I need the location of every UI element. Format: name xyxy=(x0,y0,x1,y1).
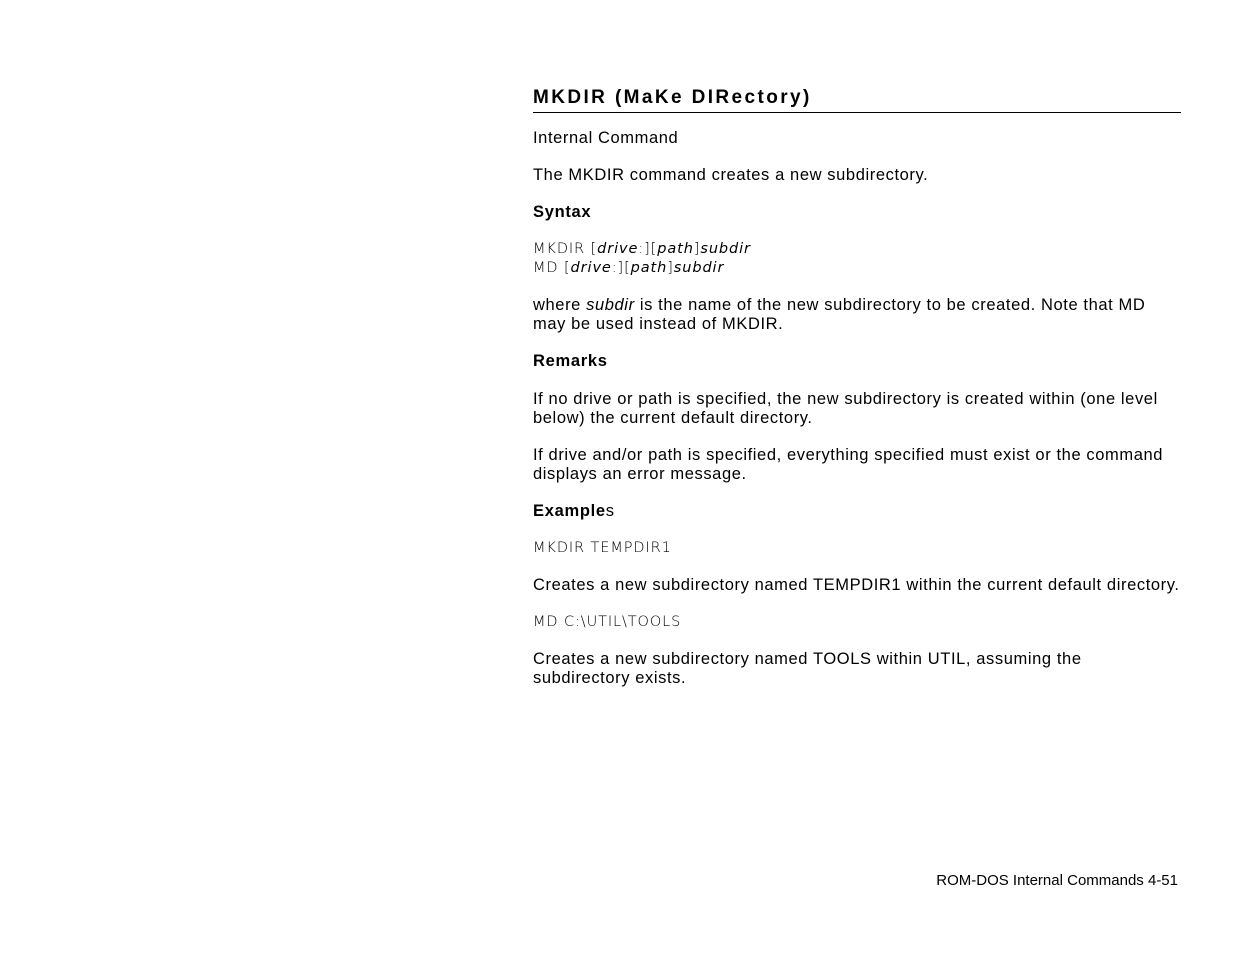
example-2-description: Creates a new subdirectory named TOOLS within UTIL, assuming the subdirectory exists. xyxy=(533,650,1082,687)
remarks-paragraph-2: If drive and/or path is specified, everything specified must exist or the command displays an error message. xyxy=(533,446,1164,483)
page-title: MKDIR (MaKe DIRectory) xyxy=(533,87,812,108)
command-type: Internal Command xyxy=(533,129,679,147)
syntax-line-mkdir: MKDIR [drive:][path]subdir xyxy=(533,241,751,257)
syntax-explanation: where subdir is the name of the new subdirectory to be created. Note that MD may be used instead of MKDIR. xyxy=(533,296,1146,333)
remarks-heading: Remarks xyxy=(533,352,608,370)
page-footer: ROM-DOS Internal Commands 4-51 xyxy=(936,872,1178,889)
example-2-command: MD C:\UTIL\TOOLS xyxy=(533,614,682,630)
examples-heading: Examples xyxy=(533,502,615,520)
example-1-description: Creates a new subdirectory named TEMPDIR1 within the current default directory. xyxy=(533,576,1180,594)
title-rule xyxy=(533,86,1181,113)
syntax-line-md: MD [drive:][path]subdir xyxy=(533,260,725,276)
command-description: The MKDIR command creates a new subdirectory. xyxy=(533,166,929,184)
syntax-heading: Syntax xyxy=(533,203,592,221)
example-1-command: MKDIR TEMPDIR1 xyxy=(533,540,672,556)
content-column xyxy=(533,86,1181,688)
remarks-paragraph-1: If no drive or path is specified, the new subdirectory is created within (one level below) the current default directory. xyxy=(533,390,1158,427)
